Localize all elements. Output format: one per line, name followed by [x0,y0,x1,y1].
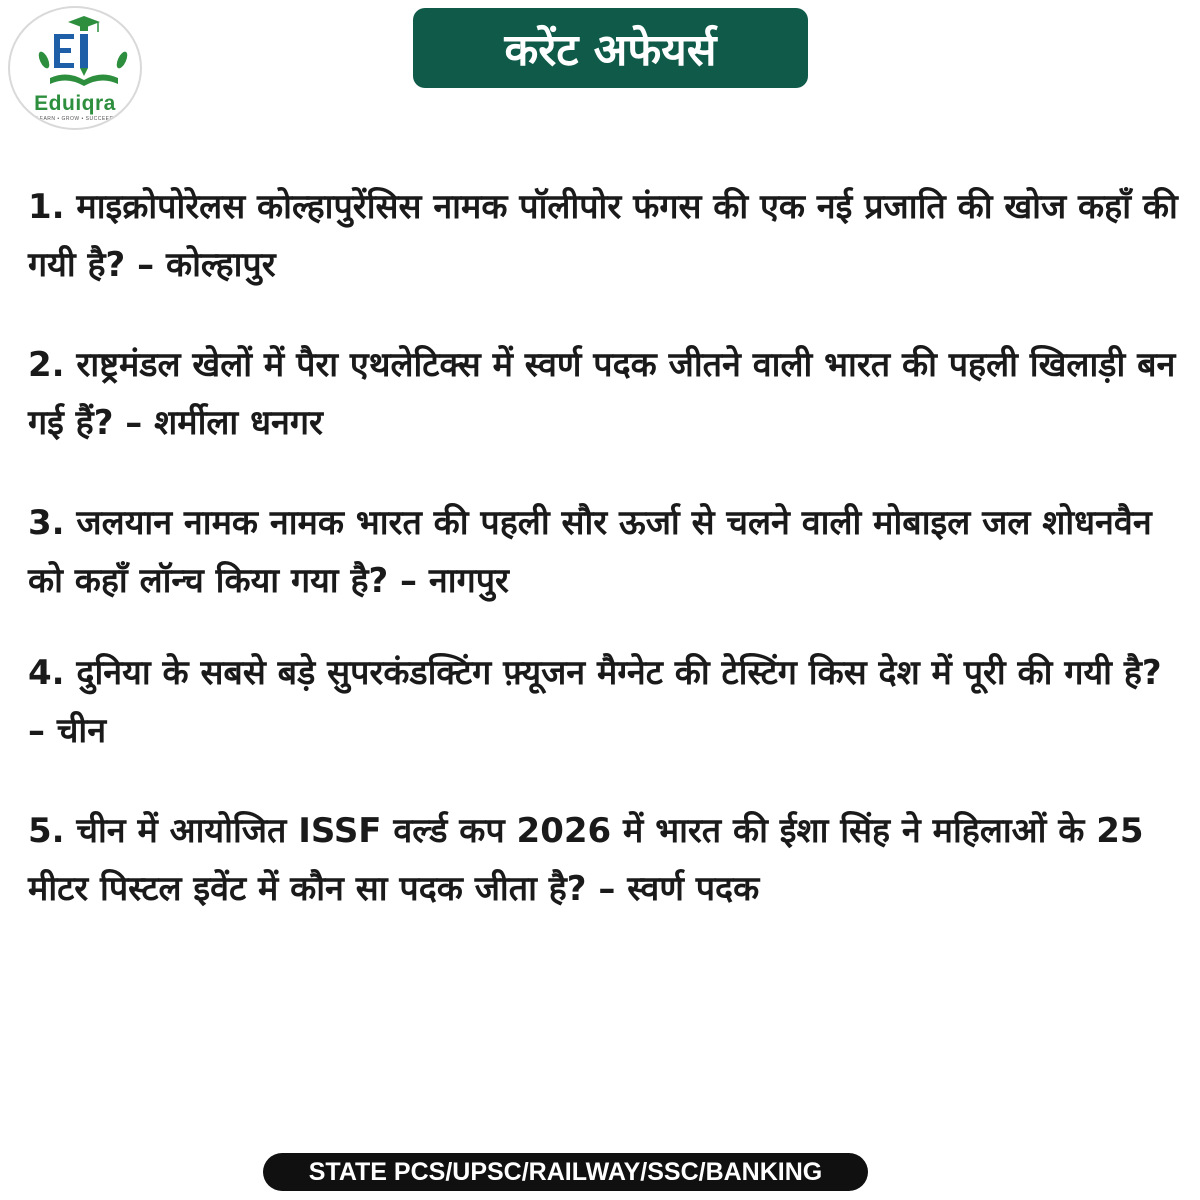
question-list [28,178,1178,960]
question-item-5: 5. चीन में आयोजित ISSF वर्ल्ड कप 2026 में भारत की ईशा सिंह ने महिलाओं के 25 मीटर पिस्टल इवेंट में कौन सा पदक जीता है? – स्वर्ण पदक [28,811,1144,909]
logo-brand-name: Eduiqra [34,92,116,115]
footer-exam-banner: STATE PCS/UPSC/RAILWAY/SSC/BANKING [263,1153,868,1191]
question-item-1: 1. माइक्रोपोरेलस कोल्हापुरेंसिस नामक पॉलीपोर फंगस की एक नई प्रजाति की खोज कहाँ की गयी है? – कोल्हापुर [28,187,1178,285]
question-item-4: 4. दुनिया के सबसे बड़े सुपरकंडक्टिंग फ़्यूजन मैग्नेट की टेस्टिंग किस देश में पूरी की गयी है? – चीन [28,653,1162,751]
question-item-2: 2. राष्ट्रमंडल खेलों में पैरा एथलेटिक्स में स्वर्ण पदक जीतने वाली भारत की पहली खिलाड़ी बन गई हैं? – शर्मीला धनगर [28,345,1176,443]
page-title: करेंट अफेयर्स [413,8,808,88]
logo-tagline: LEARN • GROW • SUCCEED [36,116,114,122]
question-item-3: 3. जलयान नामक नामक भारत की पहली सौर ऊर्जा से चलने वाली मोबाइल जल शोधनवैन को कहाँ लॉन्च किया गया है? – नागपुर [28,503,1152,601]
eduiqra-logo [8,6,142,130]
